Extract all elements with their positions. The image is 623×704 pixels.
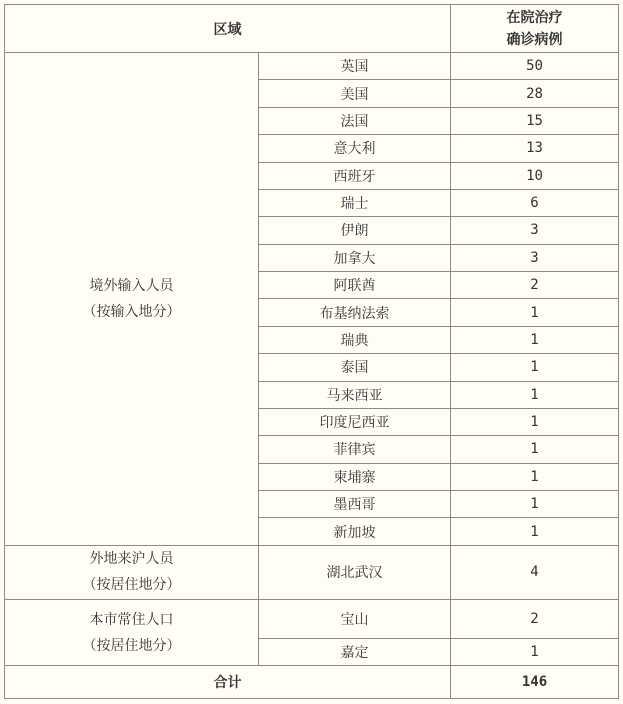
region-name-cell: 瑞典 <box>259 326 451 353</box>
region-name-cell: 泰国 <box>259 354 451 381</box>
case-count-cell: 3 <box>451 244 619 271</box>
case-count-cell: 1 <box>451 299 619 326</box>
region-name-cell: 阿联酋 <box>259 272 451 299</box>
case-count-cell: 10 <box>451 162 619 189</box>
region-name-cell: 加拿大 <box>259 244 451 271</box>
total-row <box>5 666 619 699</box>
total-value: 146 <box>451 666 619 699</box>
region-name-cell: 法国 <box>259 107 451 134</box>
case-count-cell: 1 <box>451 518 619 545</box>
case-count-cell: 1 <box>451 381 619 408</box>
case-count-cell: 15 <box>451 107 619 134</box>
header-region: 区域 <box>5 5 451 53</box>
region-name-cell: 布基纳法索 <box>259 299 451 326</box>
region-name-cell: 马来西亚 <box>259 381 451 408</box>
header-row <box>5 5 619 53</box>
case-count-cell: 6 <box>451 189 619 216</box>
case-count-cell: 1 <box>451 436 619 463</box>
region-name-cell: 意大利 <box>259 135 451 162</box>
group-label-line1: 本市常住人口 <box>89 611 174 628</box>
case-count-cell: 1 <box>451 408 619 435</box>
region-name-cell: 墨西哥 <box>259 491 451 518</box>
case-count-cell: 1 <box>451 326 619 353</box>
region-name-cell: 湖北武汉 <box>259 545 451 599</box>
table-body <box>5 53 619 699</box>
case-table <box>4 4 619 699</box>
case-count-cell: 3 <box>451 217 619 244</box>
region-name-cell: 宝山 <box>259 599 451 638</box>
group-label-other-province <box>5 545 259 599</box>
region-name-cell: 柬埔寨 <box>259 463 451 490</box>
case-count-cell: 50 <box>451 53 619 80</box>
region-name-cell: 美国 <box>259 80 451 107</box>
table-row <box>5 599 619 638</box>
group-label-overseas <box>5 53 259 546</box>
total-label: 合计 <box>5 666 451 699</box>
group-label-line1: 外地来沪人员 <box>89 551 174 568</box>
region-name-cell: 嘉定 <box>259 638 451 666</box>
case-count-cell: 1 <box>451 354 619 381</box>
region-name-cell: 印度尼西亚 <box>259 408 451 435</box>
group-label-line1: 境外输入人员 <box>89 277 174 294</box>
group-label-line2: （按居住地分） <box>82 577 181 594</box>
table-row <box>5 53 619 80</box>
region-name-cell: 伊朗 <box>259 217 451 244</box>
case-count-cell: 2 <box>451 272 619 299</box>
case-count-cell: 1 <box>451 491 619 518</box>
region-name-cell: 西班牙 <box>259 162 451 189</box>
group-label-local <box>5 599 259 665</box>
header-cases <box>451 5 619 53</box>
case-count-cell: 1 <box>451 638 619 666</box>
case-count-cell: 2 <box>451 599 619 638</box>
region-name-cell: 新加坡 <box>259 518 451 545</box>
case-count-cell: 4 <box>451 545 619 599</box>
region-name-cell: 英国 <box>259 53 451 80</box>
header-cases-line2: 确诊病例 <box>506 31 563 48</box>
group-label-line2: （按输入地分） <box>82 303 181 320</box>
region-name-cell: 菲律宾 <box>259 436 451 463</box>
case-count-cell: 1 <box>451 463 619 490</box>
case-count-cell: 13 <box>451 135 619 162</box>
case-count-cell: 28 <box>451 80 619 107</box>
table-row <box>5 545 619 599</box>
region-name-cell: 瑞士 <box>259 189 451 216</box>
group-label-line2: （按居住地分） <box>82 637 181 654</box>
header-cases-line1: 在院治疗 <box>506 9 563 26</box>
